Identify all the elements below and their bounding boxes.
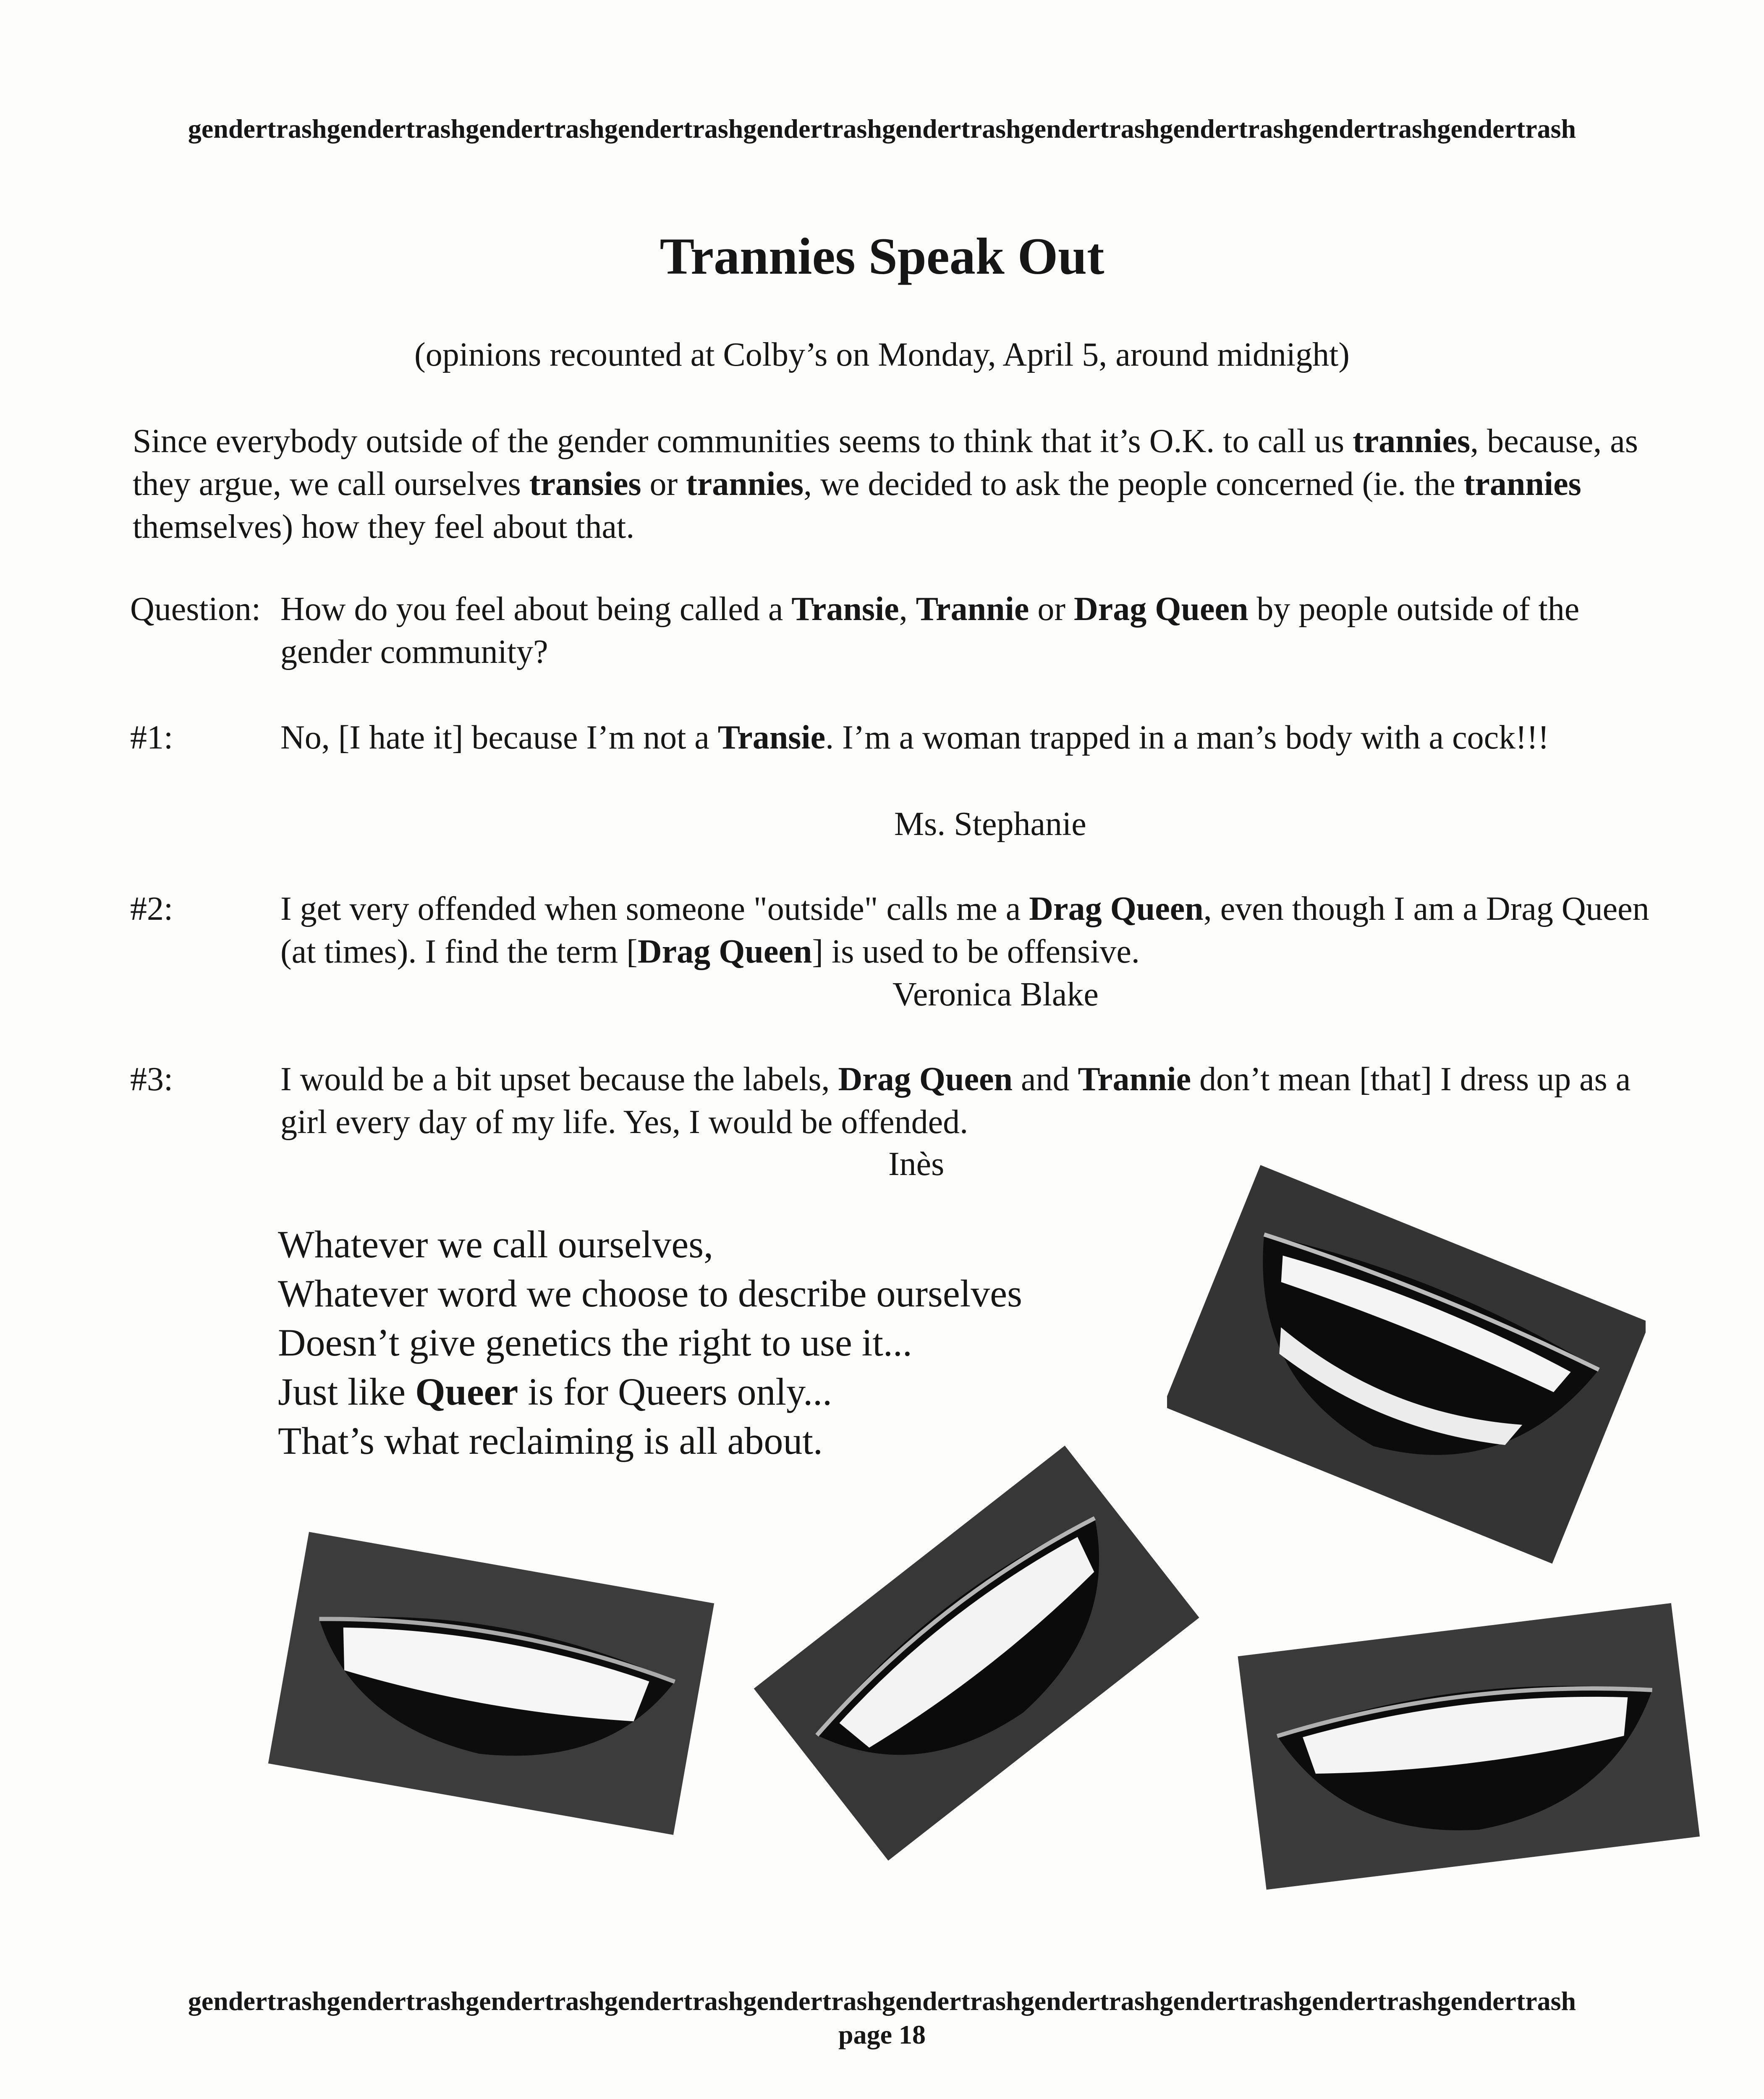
answer-part: and (1013, 1061, 1078, 1098)
header-banner: gendertrashgendertrashgendertrashgendertrashgendertrashgendertrashgendertrashgendertrashgendertrashgendertrash (188, 114, 1576, 144)
intro-text: themselves) how they feel about that. (133, 508, 635, 545)
page-number: page 18 (838, 2020, 926, 2049)
answer-author: Inès (888, 1146, 945, 1183)
mouth-photo-4 (1226, 1587, 1713, 1914)
question-part: or (1029, 591, 1074, 628)
answer-part: don’t mean [that] I dress up as a girl every day of my life. Yes, I would be offended. (280, 1061, 1631, 1141)
answer-part: I get very offended when someone "outside" calls me a (280, 890, 1029, 927)
answer-part: ] is used to be offensive. (812, 933, 1140, 970)
intro-bold: trannies (1463, 466, 1581, 503)
intro-text: or (641, 466, 686, 503)
intro-bold: trannies (1353, 423, 1471, 460)
poem-line: Doesn’t give genetics the right to use it... (278, 1321, 912, 1364)
mouth-photo-3 (730, 1419, 1217, 1881)
answer-bold: Drag Queen (1029, 890, 1204, 927)
footer-banner: gendertrashgendertrashgendertrashgendertrashgendertrashgendertrashgendertrashgendertrashgendertrashgendertrash (188, 1986, 1576, 2016)
question-part: How do you feel about being called a (280, 591, 792, 628)
mouth-photo-2 (260, 1511, 722, 1856)
intro-bold: trannies (686, 466, 804, 503)
answer-bold: Transie (717, 719, 826, 756)
poem-bold: Queer (415, 1370, 518, 1413)
intro-paragraph (133, 420, 1652, 548)
answer-text (280, 716, 1594, 759)
poem-line (278, 1367, 1022, 1416)
answer-bold: Drag Queen (838, 1061, 1013, 1098)
poem-part: is for Queers only... (518, 1370, 832, 1413)
intro-bold: transies (529, 466, 641, 503)
answer-part: . I’m a woman trapped in a man’s body with a cock!!! (825, 719, 1549, 756)
answer-part: I would be a bit upset because the labels, (280, 1061, 838, 1098)
page-subtitle: (opinions recounted at Colby’s on Monday, April 5, around midnight) (414, 336, 1350, 373)
answer-bold: Trannie (1078, 1061, 1191, 1098)
answer-label: #3: (130, 1061, 173, 1098)
poem-line: Whatever we call ourselves, (278, 1223, 714, 1266)
intro-text: , because, as they argue, we call ourselves (133, 423, 1638, 503)
answer-label: #1: (130, 719, 173, 756)
answer-label: #2: (130, 890, 173, 927)
question-label: Question: (130, 591, 261, 628)
question-part: by people outside of the gender community? (280, 591, 1580, 670)
answer-part: No, [I hate it] because I’m not a (280, 719, 718, 756)
question-bold: Drag Queen (1073, 591, 1248, 628)
poem-line: Whatever word we choose to describe ourselves (278, 1272, 1022, 1315)
intro-text: , we decided to ask the people concerned (ie. the (803, 466, 1464, 503)
answer-bold: Drag Queen (637, 933, 812, 970)
poem-part: Just like (278, 1370, 416, 1413)
question-text (280, 588, 1653, 673)
question-bold: Trannie (916, 591, 1029, 628)
mouth-photo-1 (1167, 1159, 1646, 1570)
poem-line: That’s what reclaiming is all about. (278, 1419, 823, 1462)
answer-part: , even though I am a Drag Queen (at times). I find the term [ (280, 890, 1649, 970)
answer-author: Ms. Stephanie (894, 806, 1086, 843)
question-bold: Transie (791, 591, 899, 628)
answer-author: Veronica Blake (892, 976, 1099, 1013)
answer-text (280, 887, 1653, 973)
question-part: , (899, 591, 916, 628)
answer-text (280, 1058, 1653, 1144)
page-title: Trannies Speak Out (660, 228, 1104, 285)
intro-text: Since everybody outside of the gender communities seems to think that it’s O.K. to call us (133, 423, 1353, 460)
